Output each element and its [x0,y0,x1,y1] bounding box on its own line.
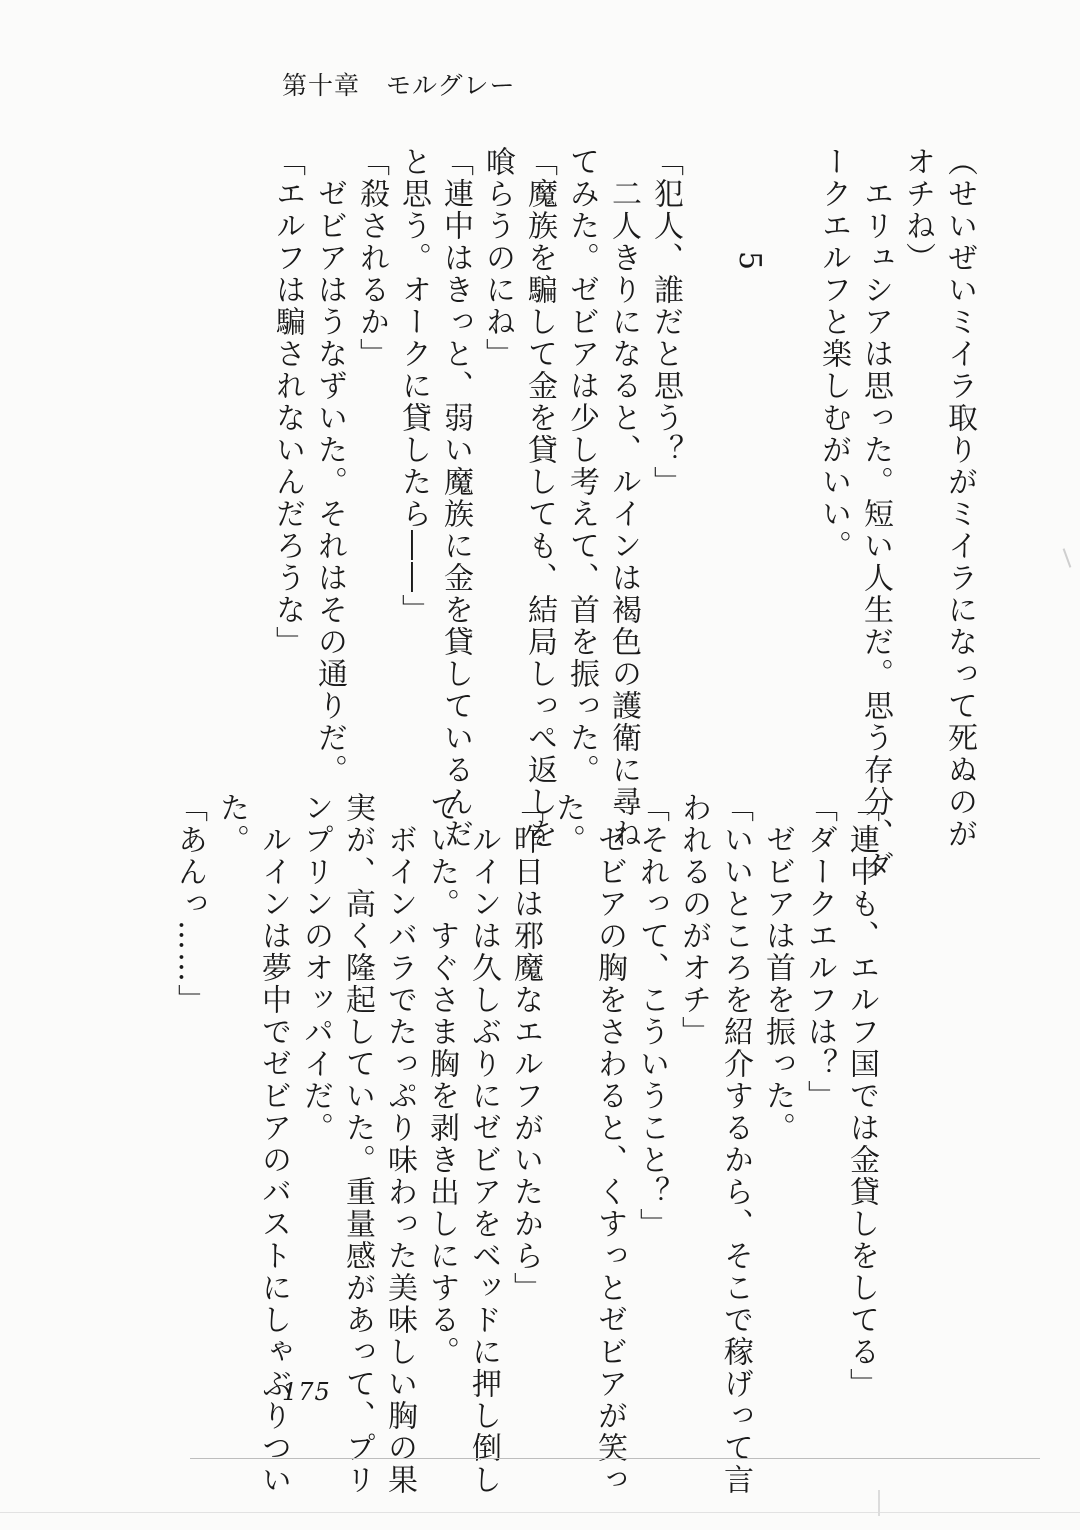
text-line: 「魔族を騙して金を貸しても、結局しっぺ返しを [522,146,557,850]
scan-edge-line [0,1512,1080,1513]
scan-speck [878,1490,880,1516]
text-line: 実が、高く隆起していた。重量感があって、プリ [340,792,375,1496]
text-line: てみた。ゼビアは少し考えて、首を振った。 [564,146,599,786]
section-number: 5 [732,251,767,273]
text-line: ンプリンのオッパイだ。 [298,792,333,1144]
text-line: 「あんっ……」 [172,792,207,1016]
text-line: ゼビアの胸をさわると、くすっとゼビアが笑っ [592,792,627,1496]
running-head: 第十章 モルグレー [282,71,516,100]
text-line: オチね） [900,146,935,274]
text-line: 「連中も、エルフ国では金貸しをしてる」 [844,792,879,1400]
text-line: 二人きりになると、ルインは褐色の護衛に尋ね [606,146,641,850]
upper-text-block [266,146,980,882]
text-line: 「エルフは騙されないんだろうな」 [270,146,305,658]
scan-speck [1063,548,1072,567]
text-line: 「それって、こういうこと？」 [634,792,669,1240]
text-line: 「ダークエルフは？」 [802,792,837,1112]
text-line: 「いいところを紹介するから、そこで稼げって言 [718,792,753,1496]
text-line: （せいぜいミイラ取りがミイラになって死ぬのが [942,146,977,850]
blank-line [770,146,812,746]
text-line: 「犯人、誰だと思う？」 [648,146,683,498]
text-line: 「殺されるか」 [354,146,389,370]
text-line: ボインバラでたっぷり味わった美味しい胸の果 [382,792,417,1496]
text-line: ゼビアはうなずいた。それはその通りだ。 [312,146,347,786]
text-line: た。 [550,792,585,856]
text-line: ークエルフと楽しむがいい。 [816,146,851,562]
text-line: エリュシアは思った。短い人生だ。思う存分、ダ [858,146,893,882]
text-line: 「連中はきっと、弱い魔族に金を貸しているんだ [438,146,473,850]
text-line: ルインは夢中でゼビアのバストにしゃぶりつい [256,792,291,1496]
text-line: と思う。オークに貸したら――」 [396,146,431,626]
text-line: 喰らうのにね」 [480,146,515,370]
page-edge-line [190,1458,1040,1459]
text-line: ていた。すぐさま胸を剥き出しにする。 [424,792,459,1368]
text-line: ルインは久しぶりにゼビアをベッドに押し倒し [466,792,501,1496]
text-line: ゼビアは首を振った。 [760,792,795,1144]
text-line: 「昨日は邪魔なエルフがいたから」 [508,792,543,1304]
page-number: 175 [282,1378,331,1406]
text-line: た。 [214,792,249,856]
text-line: われるのがオチ」 [676,792,711,1048]
blank-line [686,146,728,746]
